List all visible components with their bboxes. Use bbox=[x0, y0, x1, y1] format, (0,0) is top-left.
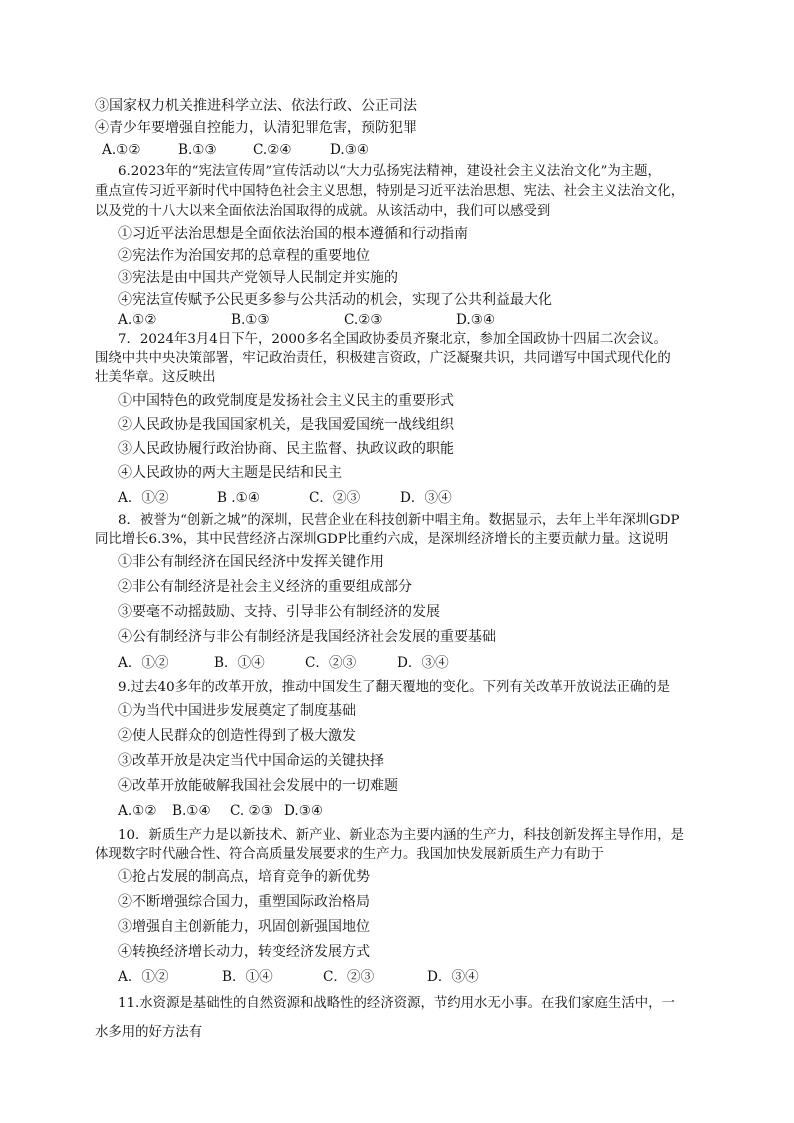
q9-stem-1: 9.过去40多年的改革开放，推动中国发生了翻天覆地的变化。下列有关改革开放说法正确的是 bbox=[118, 680, 671, 695]
choice-c: C. ②③ bbox=[230, 803, 273, 819]
q8-item-4: ④公有制经济与非公有制经济是我国经济社会发展的重要基础 bbox=[118, 629, 496, 645]
item-top-3: ③国家权力机关推进科学立法、依法行政、公正司法 bbox=[95, 98, 417, 114]
q6-stem-3: 以及党的十八大以来全面依法治国取得的成就。从该活动中，我们可以感受到 bbox=[95, 204, 551, 219]
q6-item-1: ①习近平法治思想是全面依法治国的根本遵循和行动指南 bbox=[118, 226, 468, 242]
q8-item-1: ①非公有制经济在国民经济中发挥关键作用 bbox=[118, 554, 384, 570]
q6-item-4: ④宪法宣传赋予公民更多参与公共活动的机会，实现了公共利益最大化 bbox=[118, 292, 552, 308]
choice-b: B .①④ bbox=[217, 490, 261, 506]
q8-item-3: ③要毫不动摇鼓励、支持、引导非公有制经济的发展 bbox=[118, 604, 440, 620]
choice-d: D.③④ bbox=[330, 142, 370, 158]
choice-b: B.①③ bbox=[178, 142, 217, 158]
q10-item-3: ③增强自主创新能力，巩固创新强国地位 bbox=[118, 919, 370, 935]
choice-c: C．②③ bbox=[309, 490, 361, 506]
q9-item-1: ①为当代中国进步发展奠定了制度基础 bbox=[118, 703, 356, 719]
choice-d: D．③④ bbox=[397, 655, 449, 671]
q11-stem-2: 水多用的好方法有 bbox=[95, 1025, 203, 1040]
q7-stem-3: 壮美华章。这反映出 bbox=[95, 370, 216, 385]
q9-item-2: ②使人民群众的创造性得到了极大激发 bbox=[118, 728, 356, 744]
choice-a: A.①② bbox=[118, 312, 157, 328]
q10-stem-1: 10．新质生产力是以新技术、新产业、新业态为主要内涵的生产力，科技创新发挥主导作用，是 bbox=[118, 828, 685, 843]
q7-stem-2: 围绕中共中央决策部署，牢记政治责任，积极建言资政，广泛凝聚共识，共同谱写中国式现代化的 bbox=[95, 351, 671, 366]
choice-a: A.①② bbox=[102, 142, 141, 158]
choice-c: C．②③ bbox=[323, 969, 375, 985]
choice-b: B.①③ bbox=[231, 312, 270, 328]
choice-a: A．①② bbox=[118, 490, 169, 506]
q7-item-2: ②人民政协是我国国家机关，是我国爱国统一战线组织 bbox=[118, 417, 454, 433]
choice-c: C．②③ bbox=[305, 655, 357, 671]
choice-a: A.①② bbox=[118, 803, 157, 819]
choice-c: C.②③ bbox=[344, 312, 383, 328]
choice-d: D.③④ bbox=[456, 312, 496, 328]
q7-item-4: ④人民政协的两大主题是民结和民主 bbox=[118, 465, 342, 481]
q7-item-1: ①中国特色的政党制度是发扬社会主义民主的重要形式 bbox=[118, 393, 454, 409]
q10-stem-2: 体现数字时代融合性、符合高质量发展要求的生产力。我国加快发展新质生产力有助于 bbox=[95, 847, 604, 862]
q8-item-2: ②非公有制经济是社会主义经济的重要组成部分 bbox=[118, 579, 412, 595]
choice-a: A．①② bbox=[118, 655, 169, 671]
q10-item-2: ②不断增强综合国力，重塑国际政治格局 bbox=[118, 894, 370, 910]
q7-stem-1: 7．2024年3月4日下午，2000多名全国政协委员齐聚北京，参加全国政协十四届二次会议。 bbox=[118, 332, 667, 347]
q6-stem-1: 6.2023年的“宪法宣传周”宣传活动以“大力弘扬宪法精神，建设社会主义法治文化”为主题， bbox=[118, 164, 661, 179]
q6-item-2: ②宪法作为治国安邦的总章程的重要地位 bbox=[118, 248, 370, 264]
choice-b: B．①④ bbox=[214, 655, 265, 671]
q11-stem-1: 11.水资源是基础性的自然资源和战略性的经济资源，节约用水无小事。在我们家庭生活中，一 bbox=[118, 996, 675, 1011]
choice-d: D．③④ bbox=[400, 490, 452, 506]
choice-d: D．③④ bbox=[427, 969, 479, 985]
q10-item-1: ①抢占发展的制高点，培育竞争的新优势 bbox=[118, 869, 370, 885]
q10-item-4: ④转换经济增长动力，转变经济发展方式 bbox=[118, 944, 370, 960]
choice-a: A．①② bbox=[118, 969, 169, 985]
q6-stem-2: 重点宣传习近平新时代中国特色社会主义思想，特别是习近平法治思想、宪法、社会主义法治文化， bbox=[95, 184, 685, 199]
q8-stem-1: 8．被誉为“创新之城”的深圳，民营企业在科技创新中唱主角。数据显示，去年上半年深圳GDP bbox=[118, 513, 680, 528]
q6-item-3: ③宪法是由中国共产党领导人民制定并实施的 bbox=[118, 270, 398, 286]
q7-item-3: ③人民政协履行政治协商、民主监督、执政议政的职能 bbox=[118, 441, 454, 457]
q8-stem-2: 同比增长6.3%，其中民营经济占深圳GDP比重约六成，是深圳经济增长的主要贡献力量。这说明 bbox=[95, 532, 669, 547]
q9-item-3: ③改革开放是决定当代中国命运的关键抉择 bbox=[118, 753, 384, 769]
choice-c: C.②④ bbox=[253, 142, 292, 158]
item-top-4: ④青少年要增强自控能力，认清犯罪危害，预防犯罪 bbox=[95, 120, 417, 136]
q9-item-4: ④改革开放能破解我国社会发展中的一切难题 bbox=[118, 778, 398, 794]
choice-d: D.③④ bbox=[284, 803, 324, 819]
choice-b: B.①④ bbox=[172, 803, 211, 819]
choice-b: B．①④ bbox=[222, 969, 273, 985]
